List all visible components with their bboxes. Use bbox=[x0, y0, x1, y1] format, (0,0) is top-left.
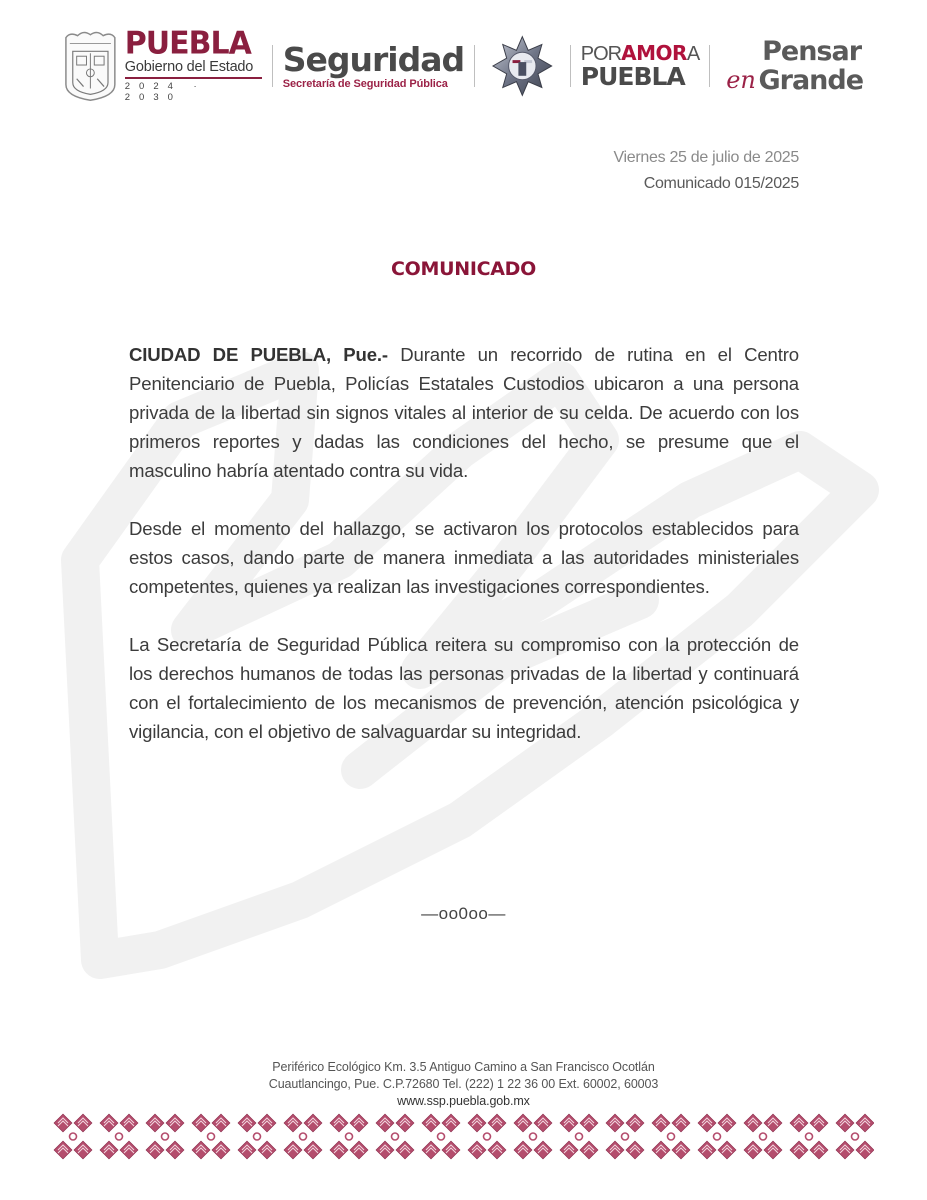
document-meta bbox=[613, 145, 799, 197]
document-date: Viernes 25 de julio de 2025 bbox=[613, 149, 799, 166]
gobierno-puebla-logo bbox=[124, 25, 262, 103]
document-title: COMUNICADO bbox=[391, 258, 536, 280]
decorative-pattern-band bbox=[52, 1112, 874, 1162]
logo-divider bbox=[570, 45, 571, 87]
logo-divider bbox=[272, 45, 273, 87]
grande-label: Grande bbox=[758, 65, 864, 96]
seguridad-wordmark: Seguridad bbox=[282, 40, 465, 79]
dateline: CIUDAD DE PUEBLA, Pue.- bbox=[129, 344, 388, 365]
pensar-label: Pensar bbox=[762, 36, 862, 67]
paragraph-1-text: Durante un recorrido de rutina en el Centro Penitenciario de Puebla, Policías Estatales Custodios ubicaron a una persona privada de la libertad sin signos vitales al interior de su celda. De acuerdo con los primeros reportes y dadas las condiciones del hecho, se presume que el masculino habría atentado contra su vida. bbox=[129, 344, 799, 481]
paragraph-1 bbox=[129, 340, 799, 485]
header-logos bbox=[62, 25, 867, 104]
por-amor-a-puebla-logo bbox=[580, 40, 700, 91]
paragraph-3: La Secretaría de Seguridad Pública reitera su compromiso con la protección de los derechos humanos de todas las personas privadas de la libertad y continuará con el fortalecimiento de los mecanismos de prevención, atención psicológica y vigilancia, con el objetivo de salvaguardar su integridad. bbox=[129, 634, 799, 742]
gobierno-del-estado-label: Gobierno del Estado bbox=[125, 60, 262, 79]
por-label: POR bbox=[580, 42, 622, 65]
address-line-2: Cuautlancingo, Pue. C.P.72680 Tel. (222) 1 22 36 00 Ext. 60002, 60003 bbox=[268, 1077, 659, 1091]
document-body bbox=[129, 340, 799, 775]
seguridad-logo bbox=[283, 42, 464, 90]
document-number: Comunicado 015/2025 bbox=[643, 175, 799, 192]
logo-divider bbox=[709, 45, 710, 87]
address-line-1: Periférico Ecológico Km. 3.5 Antiguo Camino a San Francisco Ocotlán bbox=[272, 1060, 655, 1074]
puebla-label: PUEBLA bbox=[580, 61, 685, 91]
logo-divider bbox=[474, 45, 475, 87]
a-label: A bbox=[686, 42, 700, 65]
en-label: en bbox=[726, 66, 756, 94]
puebla-coat-of-arms-icon bbox=[62, 29, 119, 103]
footer-address bbox=[0, 1059, 927, 1110]
secretaria-label: Secretaría de Seguridad Pública bbox=[282, 78, 448, 90]
puebla-wordmark: PUEBLA bbox=[124, 25, 251, 62]
paragraph-2: Desde el momento del hallazgo, se activaron los protocolos establecidos para estos casos, dando parte de manera inmediata a las autoridades ministeriales competentes, quienes ya realizan las investigaciones correspondientes. bbox=[129, 518, 799, 597]
police-star-badge-icon bbox=[491, 34, 554, 98]
pensar-en-grande-logo bbox=[720, 36, 867, 96]
amor-label: AMOR bbox=[621, 40, 687, 65]
website-link[interactable]: www.ssp.puebla.gob.mx bbox=[397, 1094, 530, 1108]
term-years-label: 2024 · 2030 bbox=[124, 81, 206, 103]
closing-mark: —oo0oo— bbox=[421, 904, 506, 923]
